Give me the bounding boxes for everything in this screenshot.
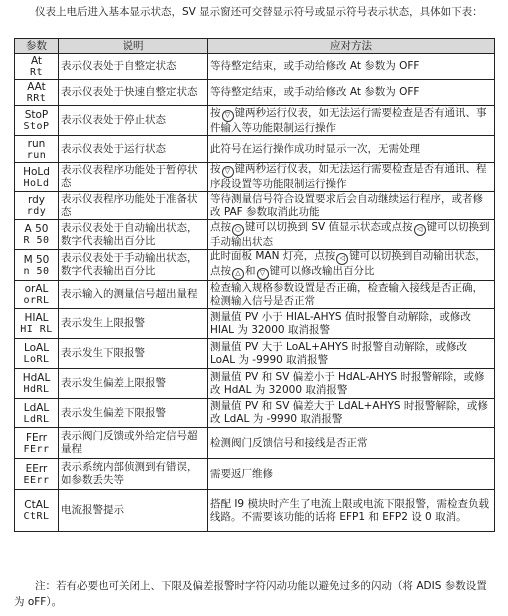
action-cell: 搭配 I9 模块时产生了电流上限或电流下限报警，需检查负载线路。不需要该功能的话将 EFP1 和 EFP2 设 0 取消。 bbox=[208, 490, 495, 532]
param-lcd-symbol: orRL bbox=[23, 295, 50, 306]
action-cell: 测量值 PV 和 SV 偏差小于 HdAL-AHYS 时报警解除，或修改 HdAL 为 32000 取消报警 bbox=[208, 369, 495, 399]
param-cell bbox=[15, 80, 59, 106]
description-cell: 表示仪表处于自动输出状态，数字代表输出百分比 bbox=[59, 220, 208, 250]
param-cell bbox=[15, 490, 59, 532]
param-cell bbox=[15, 428, 59, 459]
table-body bbox=[15, 54, 495, 532]
action-cell: 测量值 PV 和 SV 偏差大于 LdAL+AHYS 时报警解除，或修改 LdAL 为 -9990 取消报警 bbox=[208, 399, 495, 428]
table-header-row bbox=[15, 39, 495, 54]
param-name: FErr bbox=[25, 431, 48, 444]
action-cell: 等待测量信号符合设置要求后会自动继续运行程序，或者修改 PAF 参数取消此功能 bbox=[208, 192, 495, 220]
action-cell: 测量值 PV 大于 LoAL+AHYS 时报警自动解除，或修改 LoAL 为 -9990 取消报警 bbox=[208, 339, 495, 369]
down-key-icon: ▽ bbox=[222, 110, 234, 122]
table-row bbox=[15, 309, 495, 339]
param-lcd-symbol: rdy bbox=[26, 206, 47, 217]
description-cell: 表示阀门反馈或外给定信号超量程 bbox=[59, 428, 208, 459]
param-name: HdAL bbox=[22, 372, 51, 384]
action-cell bbox=[208, 106, 495, 136]
table-row bbox=[15, 459, 495, 490]
action-cell: 等待整定结束，或手动给修改 At 参数为 OFF bbox=[208, 80, 495, 106]
table-row bbox=[15, 54, 495, 80]
table-row bbox=[15, 428, 495, 459]
action-text: 按 bbox=[210, 163, 221, 175]
param-cell bbox=[15, 250, 59, 281]
param-lcd-symbol: HdRL bbox=[23, 384, 50, 395]
param-lcd-symbol: run bbox=[26, 149, 47, 161]
header-action: 应对方法 bbox=[208, 39, 495, 54]
table-row bbox=[15, 369, 495, 399]
table-row bbox=[15, 136, 495, 163]
action-text: 点按 bbox=[210, 220, 231, 233]
param-cell bbox=[15, 220, 59, 250]
param-cell bbox=[15, 54, 59, 80]
param-name: LoAL bbox=[23, 342, 50, 354]
param-cell bbox=[15, 309, 59, 339]
table-row bbox=[15, 399, 495, 428]
param-lcd-symbol: EErr bbox=[23, 474, 50, 486]
param-lcd-symbol: HoLd bbox=[23, 177, 50, 189]
header-desc: 说明 bbox=[59, 39, 208, 54]
description-cell: 表示输入的测量信号超出量程 bbox=[59, 281, 208, 309]
description-cell: 表示发生下限报警 bbox=[59, 339, 208, 369]
param-lcd-symbol: RRt bbox=[26, 93, 47, 104]
param-lcd-symbol: StoP bbox=[23, 121, 50, 132]
up-key-icon: △ bbox=[232, 268, 244, 280]
param-cell bbox=[15, 399, 59, 428]
table-row bbox=[15, 220, 495, 250]
left-key-icon: ◁ bbox=[336, 253, 348, 265]
param-name: StoP bbox=[24, 109, 49, 121]
left-key-icon: ◁ bbox=[414, 224, 426, 236]
description-cell: 表示发生偏差上限报警 bbox=[59, 369, 208, 399]
param-lcd-symbol: LoRL bbox=[23, 354, 50, 365]
param-name: M 50 bbox=[23, 253, 50, 266]
description-cell: 表示仪表处于停止状态 bbox=[59, 106, 208, 136]
param-name: orAL bbox=[24, 283, 49, 295]
table-row bbox=[15, 106, 495, 136]
param-lcd-symbol: CtRL bbox=[23, 511, 50, 522]
table-row bbox=[15, 192, 495, 220]
param-lcd-symbol: Rt bbox=[29, 67, 44, 78]
table-row bbox=[15, 490, 495, 532]
description-cell: 表示仪表处于快速自整定状态 bbox=[59, 80, 208, 106]
param-name: LdAL bbox=[23, 401, 50, 414]
param-name: run bbox=[27, 137, 46, 150]
action-cell: 测量值 PV 小于 HIAL-AHYS 值时报警自动解除，或修改 HIAL 为 32000 取消报警 bbox=[208, 309, 495, 339]
action-text: 键两秒运行仪表，如无法运行需要检查是否有通讯、事件输入等功能限制运行操作 bbox=[210, 106, 487, 134]
action-text: 键两秒运行仪表，如无法运行需要检查是否有通讯、程序段设置等功能限制运行操作 bbox=[210, 163, 487, 190]
param-lcd-symbol: R 50 bbox=[23, 235, 50, 246]
param-name: HoLd bbox=[23, 165, 50, 178]
action-cell bbox=[208, 250, 495, 281]
param-lcd-symbol: FErr bbox=[23, 443, 50, 455]
action-cell: 需要返厂维修 bbox=[208, 459, 495, 490]
description-cell: 表示系统内部侦测到有错误，如参数丢失等 bbox=[59, 459, 208, 490]
action-text: 此时面板 MAN 灯亮，点按 bbox=[210, 250, 336, 262]
action-text: 键可以切换到自动输出状态，点按 bbox=[210, 250, 486, 277]
param-cell bbox=[15, 106, 59, 136]
down-key-icon: ▽ bbox=[222, 166, 234, 178]
description-cell: 表示仪表程序功能处于暂停状态 bbox=[59, 163, 208, 192]
param-cell bbox=[15, 163, 59, 192]
description-cell: 表示仪表程序功能处于准备状态 bbox=[59, 192, 208, 220]
param-cell bbox=[15, 459, 59, 490]
action-cell: 检查输入规格参数设置是否正确，检查输入接线是否正确，检测输入信号是否正常 bbox=[208, 281, 495, 309]
param-name: CtAL bbox=[24, 499, 49, 511]
action-cell bbox=[208, 163, 495, 192]
description-cell: 表示仪表处于自整定状态 bbox=[59, 54, 208, 80]
action-text: 键可以修改输出百分比 bbox=[269, 265, 375, 277]
param-name: EErr bbox=[25, 462, 48, 475]
param-name: AAt bbox=[27, 81, 46, 93]
action-cell bbox=[208, 220, 495, 250]
param-name: HIAL bbox=[24, 312, 49, 324]
table-row bbox=[15, 163, 495, 192]
action-text: 键可以切换到 SV 值显示状态或点按 bbox=[245, 220, 413, 233]
description-cell: 表示发生上限报警 bbox=[59, 309, 208, 339]
param-name: A 50 bbox=[24, 223, 49, 235]
param-name: rdy bbox=[27, 194, 45, 206]
description-cell: 表示发生偏差下限报警 bbox=[59, 399, 208, 428]
table-row bbox=[15, 339, 495, 369]
param-lcd-symbol: LdRL bbox=[23, 413, 50, 425]
action-text: 按 bbox=[210, 106, 221, 119]
table-row bbox=[15, 281, 495, 309]
param-cell bbox=[15, 281, 59, 309]
header-param: 参数 bbox=[15, 39, 59, 54]
description-cell: 电流报警提示 bbox=[59, 490, 208, 532]
param-name: At bbox=[30, 55, 43, 67]
action-text: 和 bbox=[245, 265, 256, 277]
table-row bbox=[15, 80, 495, 106]
param-cell bbox=[15, 369, 59, 399]
note-text: 注：若有必要也可关闭上、下限及偏差报警时字符闪动功能以避免过多的闪动（将 ADIS 参数设置为 oFF）。 bbox=[14, 580, 487, 608]
param-cell bbox=[15, 136, 59, 163]
intro-text: 仪表上电后进入基本显示状态，SV 显示窗还可交替显示符号或显示符号表示状态，具体如下表： bbox=[35, 6, 483, 18]
description-cell: 表示仪表处于运行状态 bbox=[59, 136, 208, 163]
param-lcd-symbol: n 50 bbox=[23, 265, 50, 277]
down-key-icon: ▽ bbox=[257, 268, 269, 280]
table-row bbox=[15, 250, 495, 281]
action-cell: 检测阀门反馈信号和接线是否正常 bbox=[208, 428, 495, 459]
status-table bbox=[14, 38, 495, 532]
param-cell bbox=[15, 192, 59, 220]
action-cell: 等待整定结束，或手动给修改 At 参数为 OFF bbox=[208, 54, 495, 80]
action-cell: 此符号在运行操作成功时显示一次，无需处理 bbox=[208, 136, 495, 163]
param-lcd-symbol: HI RL bbox=[20, 324, 53, 335]
description-cell: 表示仪表处于手动输出状态，数字代表输出百分比 bbox=[59, 250, 208, 281]
action-text: 键可以切换到手动输出状态 bbox=[210, 220, 490, 248]
param-cell bbox=[15, 339, 59, 369]
set-key-icon: ○ bbox=[232, 224, 244, 236]
